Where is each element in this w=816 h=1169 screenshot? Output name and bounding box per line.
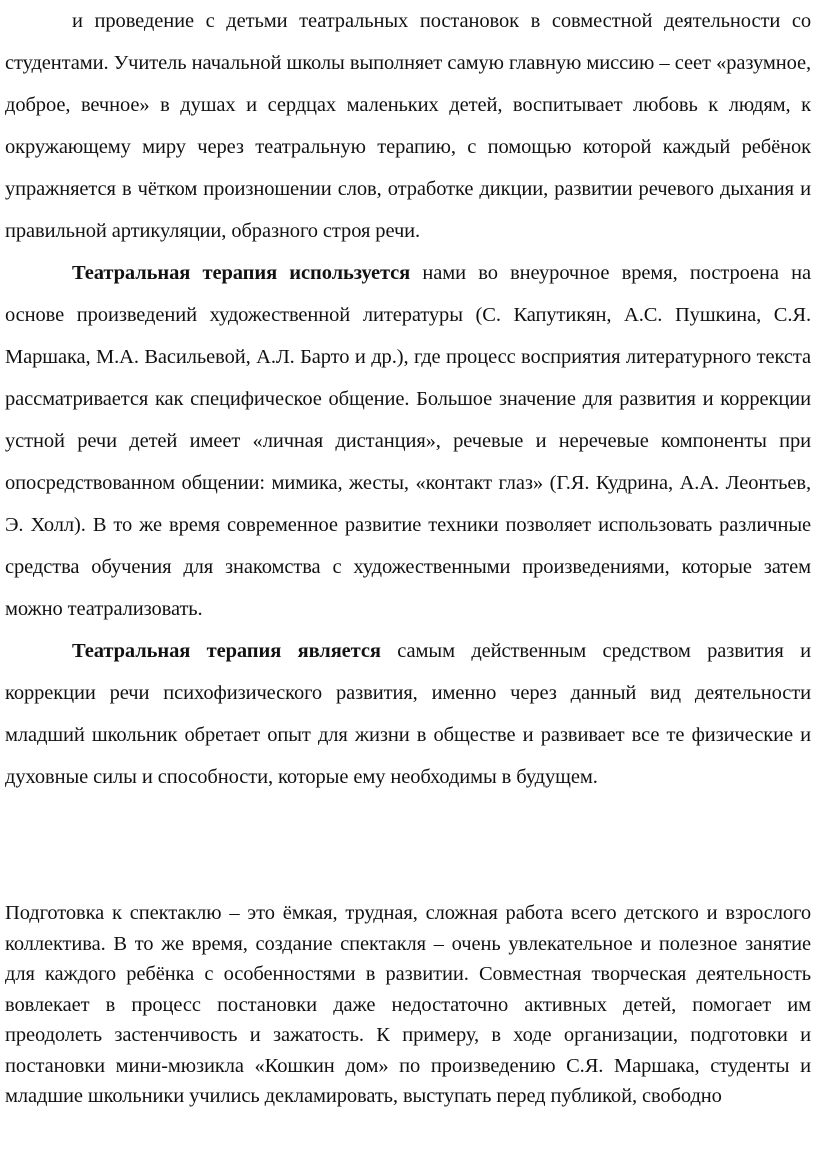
paragraph-1-text: и проведение с детьми театральных постановок в совместной деятельности со студентами. Учитель начальной школы выполняет самую главную миссию – сеет «разумное, доброе, вечное» в душах и сердцах маленьких детей, воспитывает любовь к людям, к окружающему миру через театральную терапию, с помощью которой каждый ребёнок упражняется в чётком произношении слов, отработке дикции, развитии речевого дыхания и правильной артикуляции, образного строя речи. — [5, 10, 811, 242]
main-text-block — [5, 0, 811, 798]
paragraph-2-bold-lead: Театральная терапия используется — [72, 262, 411, 284]
paragraph-3-bold-lead: Театральная терапия является — [72, 640, 381, 662]
paragraph-3-text: самым действенным средством развития и коррекции речи психофизического развития, именно через данный вид деятельности младший школьник обретает опыт для жизни в обществе и развивает все те физические и духовные силы и способности, которые ему необходимы в будущем. — [5, 640, 811, 788]
paragraph-4-text: Подготовка к спектаклю – это ёмкая, трудная, сложная работа всего детского и взрослого коллектива. В то же время, создание спектакля – очень увлекательное и полезное занятие для каждого ребёнка с особенностями в развитии. Совместная творческая деятельность вовлекает в процесс постановки даже недостаточно активных детей, помогает им преодолеть застенчивость и зажатость. К примеру, в ходе организации, подготовки и постановки мини-мюзикла «Кошкин дом» по произведению С.Я. Маршака, студенты и младшие школьники учились декламировать, выступать перед публикой, свободно — [5, 902, 811, 1107]
paragraph-2-text: нами во внеурочное время, построена на основе произведений художественной литературы (С. Капутикян, А.С. Пушкина, С.Я. Маршака, М.А. Васильевой, А.Л. Барто и др.), где процесс восприятия литературного текста рассматривается как специфическое общение. Большое значение для развития и коррекции устной речи детей имеет «личная дистанция», речевые и неречевые компоненты при опосредствованном общении: мимика, жесты, «контакт глаз» (Г.Я. Кудрина, А.А. Леонтьев, Э. Холл). В то же время современное развитие техники позволяет использовать различные средства обучения для знакомства с художественными произведениями, которые затем можно театрализовать. — [5, 262, 811, 620]
paragraph-theatre-therapy-effect — [5, 630, 811, 798]
paragraph-continuation — [5, 0, 811, 252]
paragraph-theatre-therapy-usage — [5, 252, 811, 630]
paragraph-spectacle-preparation — [5, 898, 811, 1112]
secondary-text-block — [5, 898, 811, 1112]
